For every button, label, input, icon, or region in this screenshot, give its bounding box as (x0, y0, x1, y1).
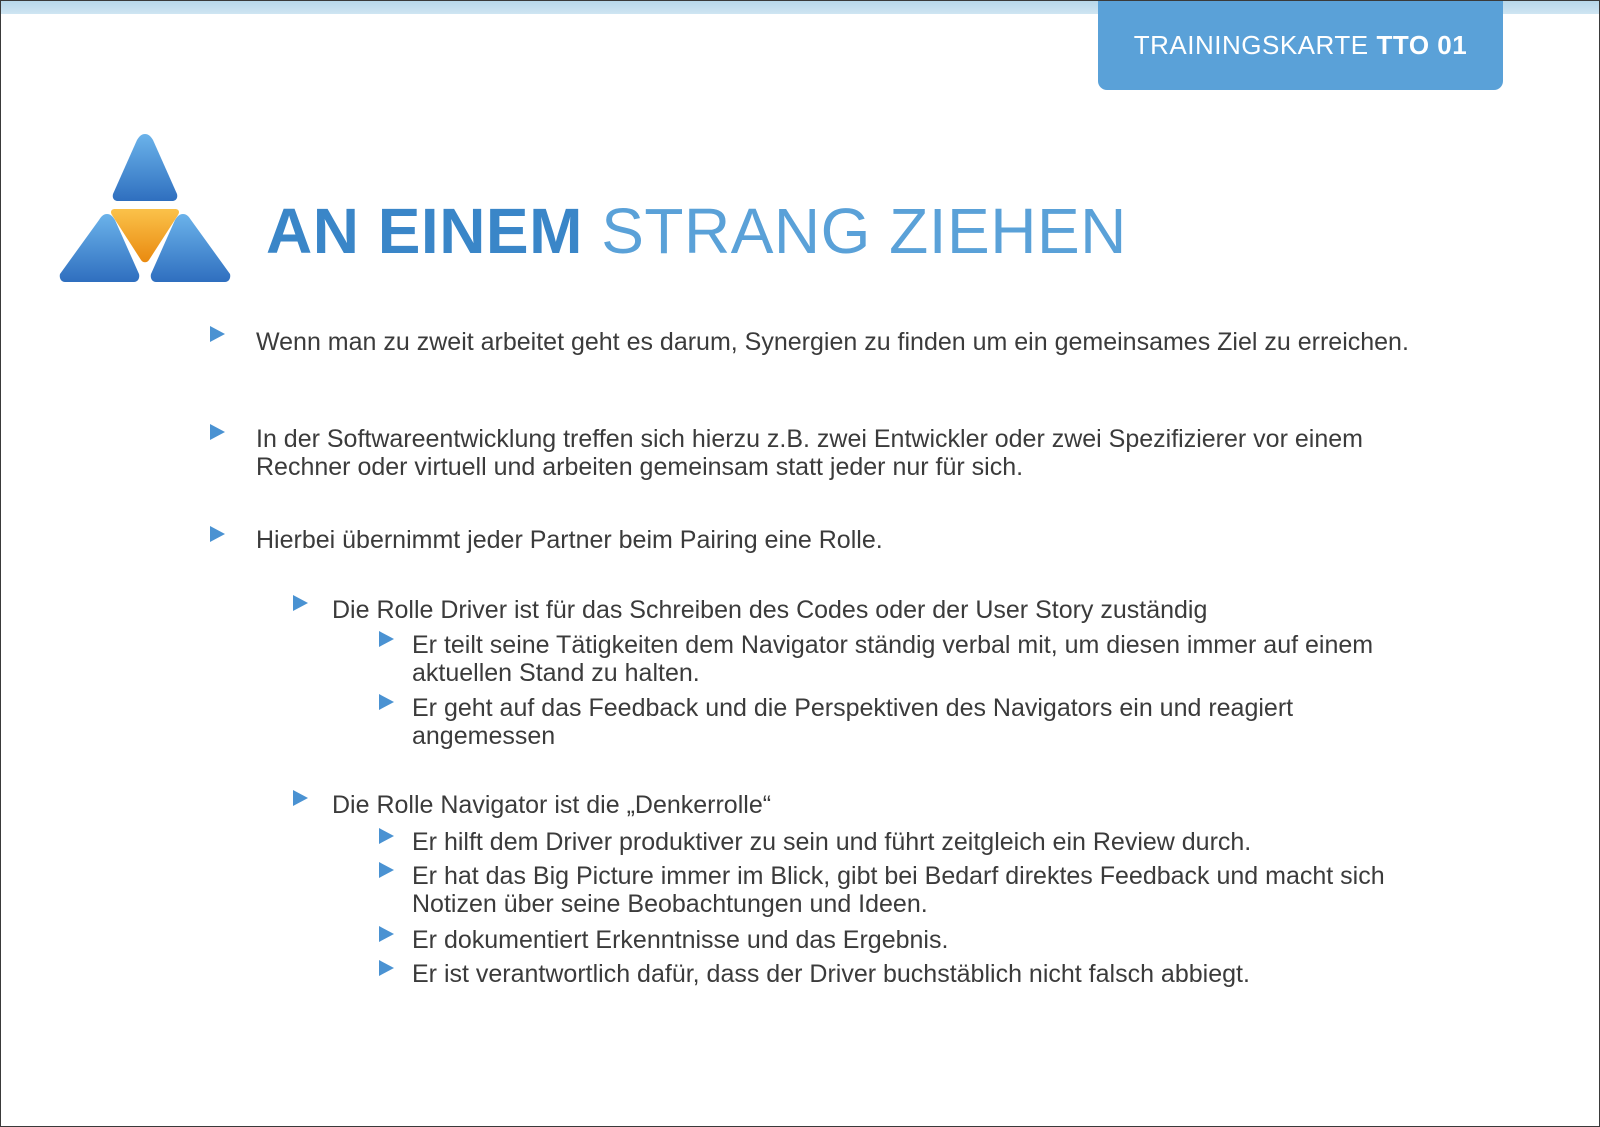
sub-item (412, 862, 1432, 918)
sub-item (412, 694, 1402, 750)
title-bold: AN EINEM (266, 195, 583, 267)
bullet-icon (293, 595, 308, 611)
sub-item-text: Er hilft dem Driver produktiver zu sein und führt zeitgleich ein Review durch. (412, 828, 1252, 856)
list-item-text: In der Softwareentwicklung treffen sich hierzu z.B. zwei Entwickler oder zwei Spezifizierer vor einem Rechner oder virtuell und arbeiten gemeinsam statt jeder nur für sich. (256, 425, 1363, 481)
role-text-driver: Die Rolle Driver ist für das Schreiben des Codes oder der User Story zuständig (332, 596, 1208, 624)
bullet-icon (379, 828, 394, 844)
sub-item-text: Er dokumentiert Erkenntnisse und das Ergebnis. (412, 926, 949, 954)
sub-item-text: Er hat das Big Picture immer im Blick, gibt bei Bedarf direktes Feedback und macht sich Notizen über seine Beobachtungen und Ideen. (412, 862, 1385, 918)
role-text-navigator: Die Rolle Navigator ist die „Denkerrolle“ (332, 791, 772, 819)
list-item (256, 328, 1416, 356)
bullet-icon (379, 694, 394, 710)
card-tag-number: TTO 01 (1376, 30, 1468, 60)
content (1, 1, 1599, 1126)
bullet-icon (379, 631, 394, 647)
bullet-icon (210, 424, 225, 440)
bullet-icon (293, 790, 308, 806)
sub-item-text: Er geht auf das Feedback und die Perspektiven des Navigators ein und reagiert angemessen (412, 694, 1294, 750)
sub-item (412, 960, 1432, 988)
sub-item (412, 631, 1402, 687)
bullet-icon (210, 526, 225, 542)
bullet-icon (379, 862, 394, 878)
role-item (332, 596, 1432, 624)
bullet-icon (379, 926, 394, 942)
list-item-text: Hierbei übernimmt jeder Partner beim Pairing eine Rolle. (256, 526, 883, 554)
sub-item-text: Er teilt seine Tätigkeiten dem Navigator ständig verbal mit, um diesen immer auf einem aktuellen Stand zu halten. (412, 631, 1374, 687)
list-item (256, 425, 1456, 481)
list-item (256, 526, 1416, 554)
card-tag-label: TRAININGSKARTE (1133, 30, 1369, 60)
role-item (332, 791, 1432, 819)
sub-item-text: Er ist verantwortlich dafür, dass der Driver buchstäblich nicht falsch abbiegt. (412, 960, 1250, 988)
bullet-icon (379, 960, 394, 976)
list-item-text: Wenn man zu zweit arbeitet geht es darum, Synergien zu finden um ein gemeinsames Ziel zu erreichen. (256, 328, 1409, 356)
sub-item (412, 828, 1432, 856)
sub-item (412, 926, 1432, 954)
title-light: STRANG ZIEHEN (601, 195, 1127, 267)
bullet-icon (210, 326, 225, 342)
